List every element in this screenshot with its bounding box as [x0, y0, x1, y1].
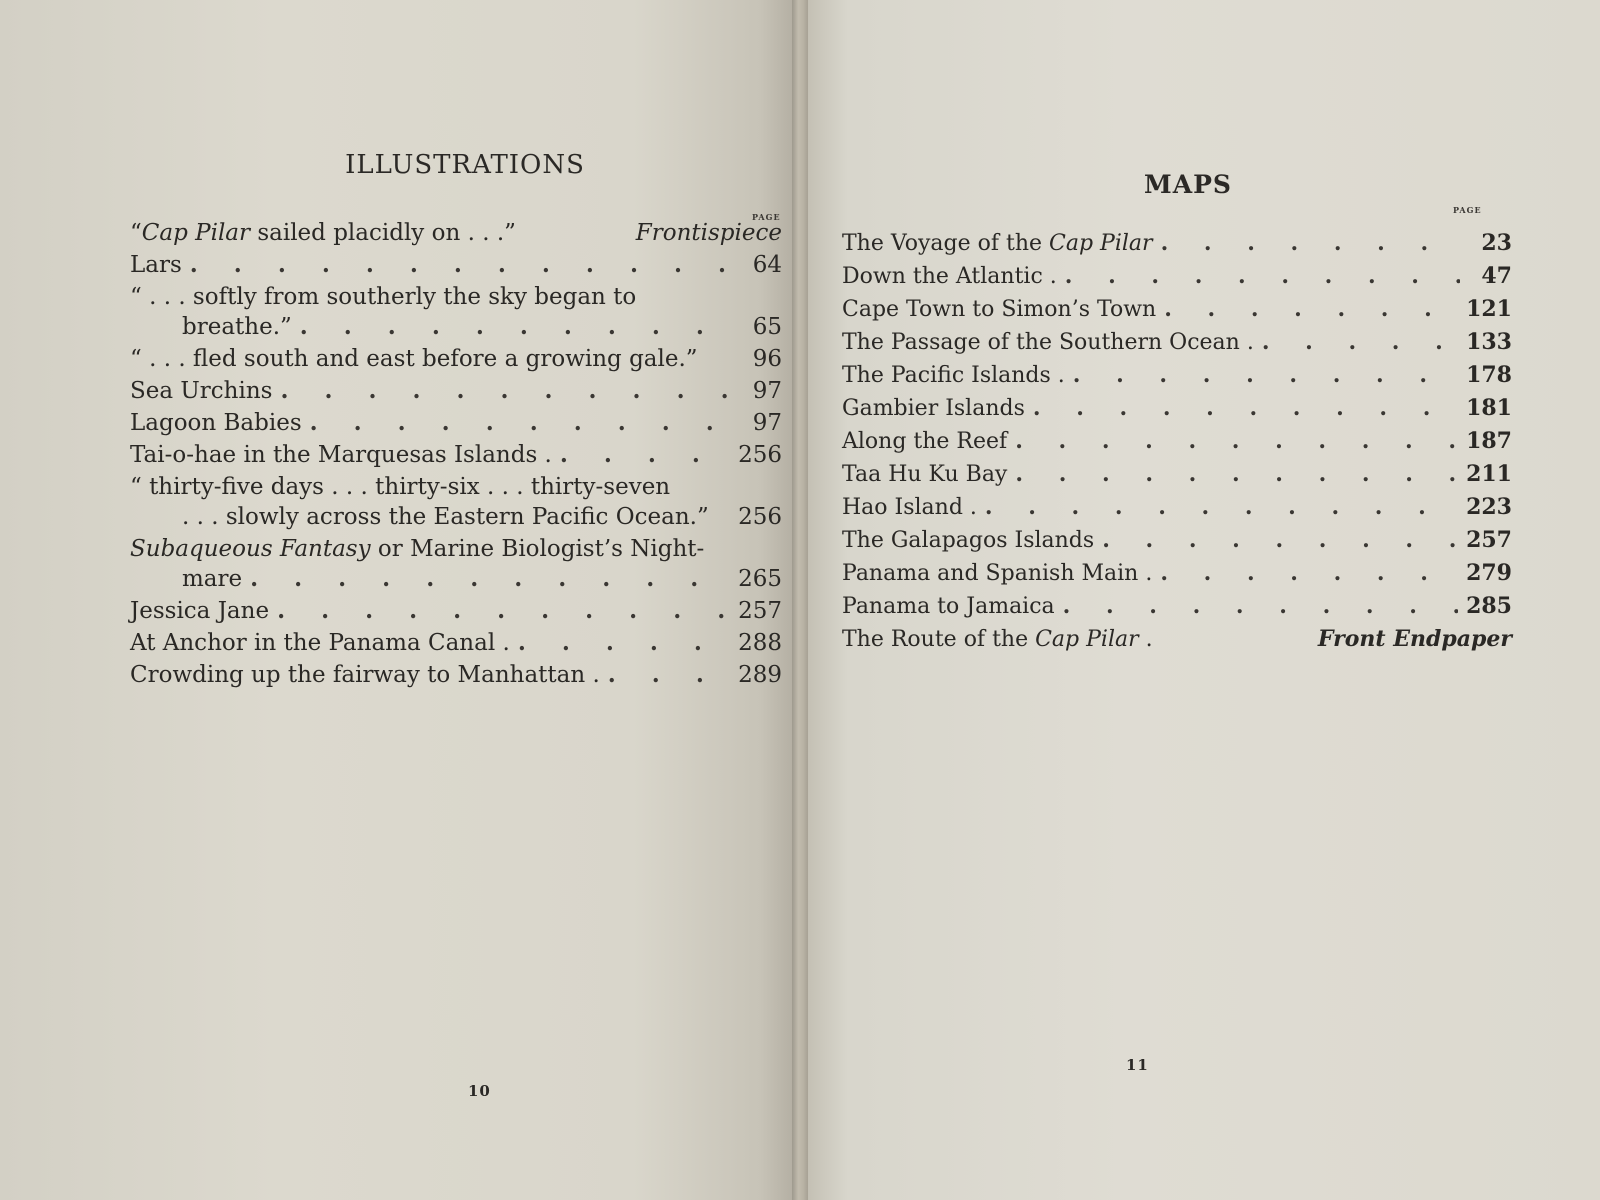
- leader-dots: [1063, 591, 1458, 621]
- page-number: 11: [1126, 1056, 1149, 1074]
- leader-dots: [1102, 525, 1458, 555]
- list-item: [842, 393, 1512, 424]
- list-item: [842, 261, 1512, 292]
- entry-page: Front Endpaper: [1317, 626, 1512, 652]
- leader-dots: [1033, 393, 1458, 423]
- entry-title: The Passage of the Southern Ocean .: [842, 330, 1254, 355]
- left-page: [0, 0, 792, 1200]
- leader-dots: [277, 596, 730, 626]
- entry-page: 133: [1466, 329, 1512, 355]
- entry-page: 223: [1466, 494, 1512, 520]
- leader-dots: [1015, 459, 1458, 489]
- entry-page: 178: [1466, 362, 1512, 388]
- leader-dots: [1073, 360, 1458, 390]
- list-item: [842, 228, 1512, 259]
- list-item: [842, 492, 1512, 523]
- list-item: [130, 660, 782, 690]
- entry-title: Tai-o-hae in the Marquesas Islands .: [130, 442, 552, 468]
- leader-dots: [985, 492, 1458, 522]
- entry-page: 289: [738, 662, 782, 688]
- leader-dots: [1164, 294, 1458, 324]
- entry-page: 65: [752, 314, 782, 340]
- entry-page: 23: [1481, 230, 1512, 256]
- leader-dots: [1160, 558, 1458, 588]
- entry-page: 265: [738, 566, 782, 592]
- entry-page: 64: [752, 252, 782, 278]
- entry-page: 181: [1466, 395, 1512, 421]
- list-item: [130, 218, 782, 248]
- entry-page: 285: [1466, 593, 1512, 619]
- list-item: [842, 327, 1512, 358]
- list-item: [130, 250, 782, 280]
- right-page: [808, 0, 1600, 1200]
- list-item: [842, 624, 1512, 655]
- leader-dots: [518, 628, 730, 658]
- entry-page: 279: [1466, 560, 1512, 586]
- entry-page: 288: [738, 630, 782, 656]
- entry-title: Jessica Jane: [130, 598, 270, 624]
- entry-title: Cape Town to Simon’s Town: [842, 297, 1157, 322]
- entry-title: Crowding up the fairway to Manhattan .: [130, 662, 600, 688]
- entry-title: At Anchor in the Panama Canal .: [130, 630, 510, 656]
- entry-title: Sea Urchins: [130, 378, 273, 404]
- list-item: [842, 294, 1512, 325]
- entry-title-continued: breathe.”: [182, 314, 292, 340]
- entry-page: Frontispiece: [635, 220, 782, 246]
- page-number: 10: [468, 1082, 491, 1100]
- entry-title: Down the Atlantic .: [842, 264, 1057, 289]
- list-item: [130, 282, 782, 342]
- entry-title: Taa Hu Ku Bay: [842, 462, 1008, 487]
- list-item: [130, 440, 782, 470]
- leader-dots: [1161, 228, 1460, 258]
- list-item: [842, 525, 1512, 556]
- entry-title: Gambier Islands: [842, 396, 1025, 421]
- entry-title: The Galapagos Islands: [842, 528, 1095, 553]
- illustrations-heading: ILLUSTRATIONS: [345, 150, 585, 180]
- entry-title-continued: mare: [182, 566, 243, 592]
- leader-dots: [560, 440, 730, 470]
- leader-dots: [190, 250, 738, 280]
- leader-dots: [250, 564, 730, 594]
- entry-title: Lars: [130, 252, 182, 278]
- list-item: [842, 558, 1512, 589]
- entry-title: “ . . . fled south and east before a growing gale.”: [130, 346, 698, 372]
- entry-title: “Cap Pilar sailed placidly on . . .”: [130, 220, 516, 246]
- entry-page: 47: [1481, 263, 1512, 289]
- entry-page: 97: [752, 378, 782, 404]
- entry-page: 97: [752, 410, 782, 436]
- entry-title: The Route of the Cap Pilar .: [842, 627, 1153, 652]
- list-item: [130, 408, 782, 438]
- leader-dots: [1065, 261, 1460, 291]
- entry-title: The Pacific Islands .: [842, 363, 1065, 388]
- list-item: [130, 472, 782, 532]
- page-column-label: PAGE: [752, 212, 781, 222]
- list-item: [842, 426, 1512, 457]
- entry-page: 257: [738, 598, 782, 624]
- entry-page: 256: [738, 504, 782, 530]
- list-item: [842, 459, 1512, 490]
- entry-title: Hao Island .: [842, 495, 977, 520]
- leader-dots: [300, 312, 738, 342]
- entry-title: Lagoon Babies: [130, 410, 302, 436]
- entry-page: 96: [752, 346, 782, 372]
- entry-page: 121: [1466, 296, 1512, 322]
- illustrations-list: [130, 218, 782, 692]
- entry-title: Panama to Jamaica: [842, 594, 1055, 619]
- list-item: [130, 534, 782, 594]
- list-item: [130, 344, 782, 374]
- entry-page: 256: [738, 442, 782, 468]
- entry-title: The Voyage of the Cap Pilar: [842, 231, 1153, 256]
- leader-dots: [608, 660, 730, 690]
- entry-title: Along the Reef: [842, 429, 1008, 454]
- list-item: [130, 628, 782, 658]
- list-item: [130, 596, 782, 626]
- maps-list: [842, 228, 1512, 657]
- entry-title-continued: . . . slowly across the Eastern Pacific Ocean.”: [182, 504, 709, 530]
- entry-title: Subaqueous Fantasy or Marine Biologist’s Night-: [130, 536, 705, 562]
- entry-title: “ . . . softly from southerly the sky began to: [130, 284, 637, 310]
- leader-dots: [1262, 327, 1458, 357]
- leader-dots: [310, 408, 738, 438]
- leader-dots: [1015, 426, 1458, 456]
- book-gutter: [792, 0, 808, 1200]
- list-item: [130, 376, 782, 406]
- list-item: [842, 360, 1512, 391]
- entry-title: “ thirty-five days . . . thirty-six . . . thirty-seven: [130, 474, 671, 500]
- entry-title: Panama and Spanish Main .: [842, 561, 1153, 586]
- entry-page: 211: [1466, 461, 1512, 487]
- list-item: [842, 591, 1512, 622]
- page-column-label: PAGE: [1453, 205, 1482, 215]
- entry-page: 187: [1466, 428, 1512, 454]
- leader-dots: [280, 376, 738, 406]
- entry-page: 257: [1466, 527, 1512, 553]
- maps-heading: MAPS: [1144, 170, 1232, 199]
